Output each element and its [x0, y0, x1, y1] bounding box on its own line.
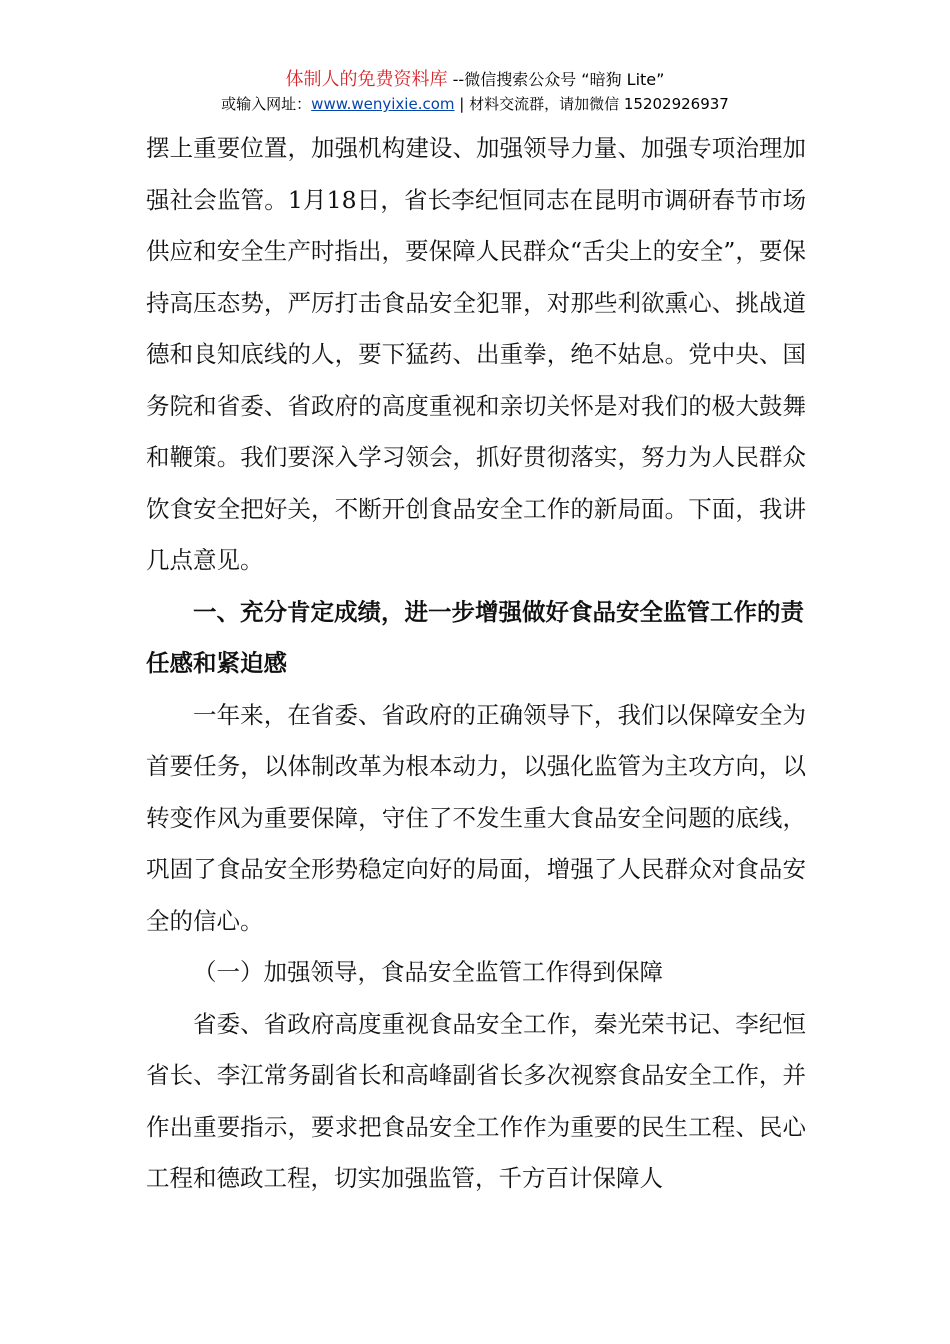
subsection-heading-1: （一）加强领导，食品安全监管工作得到保障 [193, 958, 663, 986]
wechat-hint: --微信搜索公众号 “暗狗 Lite” [447, 70, 665, 89]
header-line-1 [0, 68, 950, 92]
section-heading-1: 一、充分肯定成绩，进一步增强做好食品安全监管工作的责任感和紧迫感 [146, 597, 804, 677]
paragraph-1: 摆上重要位置，加强机构建设、加强领导力量、加强专项治理加强社会监管。1月18日，省长李纪恒同志在昆明市调研春节市场供应和安全生产时指出，要保障人民群众“舌尖上的安全”，要保持高压态势，严厉打击食品安全犯罪，对那些利欲熏心、挑战道德和良知底线的人，要下猛药、出重拳，绝不姑息。党中央、国务院和省委、省政府的高度重视和亲切关怀是对我们的极大鼓舞和鞭策。我们要深入学习领会，抓好贯彻落实，努力为人民群众饮食安全把好关，不断开创食品安全工作的新局面。下面，我讲几点意见。 [146, 134, 806, 574]
paragraph-3: 省委、省政府高度重视食品安全工作，秦光荣书记、李纪恒省长、李江常务副省长和高峰副省长多次视察食品安全工作，并作出重要指示，要求把食品安全工作作为重要的民生工程、民心工程和德政工程，切实加强监管，千方百计保障人 [146, 1009, 806, 1192]
paragraph-2: 一年来，在省委、省政府的正确领导下，我们以保障安全为首要任务，以体制改革为根本动力，以强化监管为主攻方向，以转变作风为重要保障，守住了不发生重大食品安全问题的底线，巩固了食品安全形势稳定向好的局面，增强了人民群众对食品安全的信心。 [146, 700, 806, 935]
brand-title: 体制人的免费资料库 [285, 69, 448, 90]
website-link[interactable]: www.wenyixie.com [311, 95, 455, 113]
contact-info: | 材料交流群，请加微信 15202926937 [454, 95, 729, 113]
header-line-2 [0, 92, 950, 116]
url-prefix: 或输入网址： [221, 95, 312, 113]
watermark-header [0, 68, 950, 116]
document-body [146, 123, 806, 1205]
